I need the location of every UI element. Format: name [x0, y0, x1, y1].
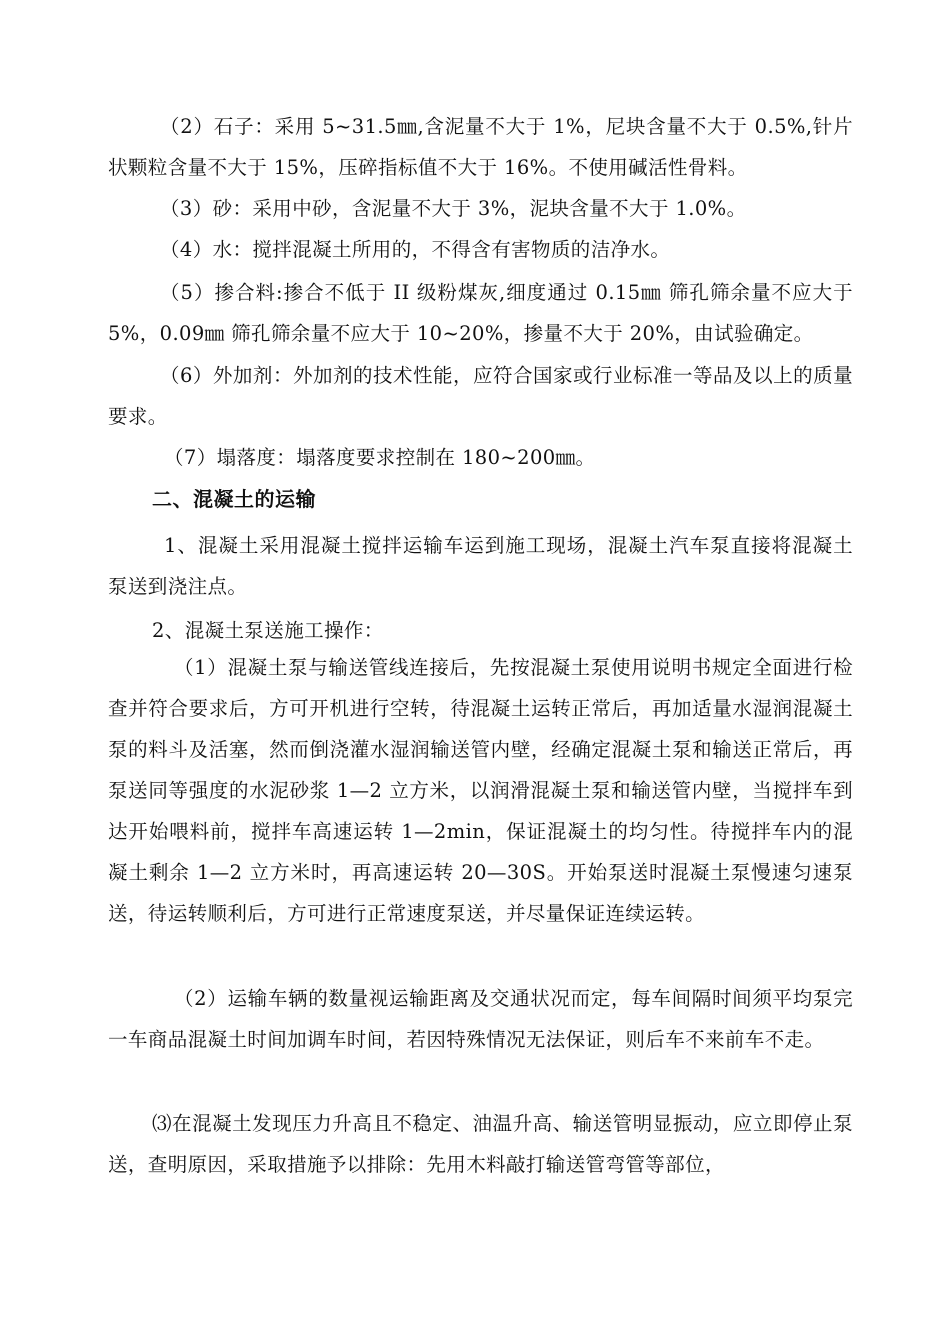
paragraph-slump: （7）塌落度：塌落度要求控制在 180~200㎜。	[164, 446, 596, 469]
section-heading-transport: 二、混凝土的运输	[152, 487, 316, 511]
paragraph-pumping-title: 2、混凝土泵送施工操作：	[152, 619, 384, 642]
paragraph-admixture-material: （5）掺合料:掺合不低于 II 级粉煤灰,细度通过 0.15㎜ 筛孔筛余量不应大于 5%，0.09㎜ 筛孔筛余量不应大于 10~20%，掺量不大于 20%，由试验确定。	[108, 281, 853, 345]
paragraph-water: （4）水：搅拌混凝土所用的，不得含有害物质的洁净水。	[160, 238, 671, 261]
paragraph-pumping-2: （2）运输车辆的数量视运输距离及交通状况而定，每车间隔时间须平均泵完一车商品混凝土时间加调车时间，若因特殊情况无法保证，则后车不来前车不走。	[108, 987, 853, 1051]
paragraph-pumping-1: （1）混凝土泵与输送管线连接后，先按混凝土泵使用说明书规定全面进行检查并符合要求后，方可开机进行空转，待混凝土运转正常后，再加适量水湿润混凝土泵的料斗及活塞，然而倒浇灌水湿润输送管内壁，经确定混凝土泵和输送正常后，再泵送同等强度的水泥砂浆 1—2 立方米，以润滑混凝土泵和输送管内壁，当搅拌车到达开始喂料前，搅拌车高速运转 1—2min，保证混凝土的均匀性。待搅拌车内的混凝土剩余 1—2 立方米时，再高速运转 20—30S。开始泵送时混凝土泵慢速匀速泵送，待运转顺利后，方可进行正常速度泵送，并尽量保证连续运转。	[108, 656, 853, 925]
paragraph-stone: （2）石子：采用 5~31.5㎜,含泥量不大于 1%，尼块含量不大于 0.5%,针片状颗粒含量不大于 15%，压碎指标值不大于 16%。不使用碱活性骨料。	[108, 115, 853, 179]
paragraph-transport-1: 1、混凝土采用混凝土搅拌运输车运到施工现场，混凝土汽车泵直接将混凝土泵送到浇注点。	[108, 534, 853, 598]
paragraph-sand: （3）砂：采用中砂，含泥量不大于 3%，泥块含量不大于 1.0%。	[160, 197, 747, 220]
paragraph-pumping-3: ⑶在混凝土发现压力升高且不稳定、油温升高、输送管明显振动，应立即停止泵送，查明原因，采取措施予以排除：先用木料敲打输送管弯管等部位，	[108, 1112, 853, 1176]
paragraph-additive: （6）外加剂：外加剂的技术性能，应符合国家或行业标准一等品及以上的质量要求。	[108, 364, 853, 428]
